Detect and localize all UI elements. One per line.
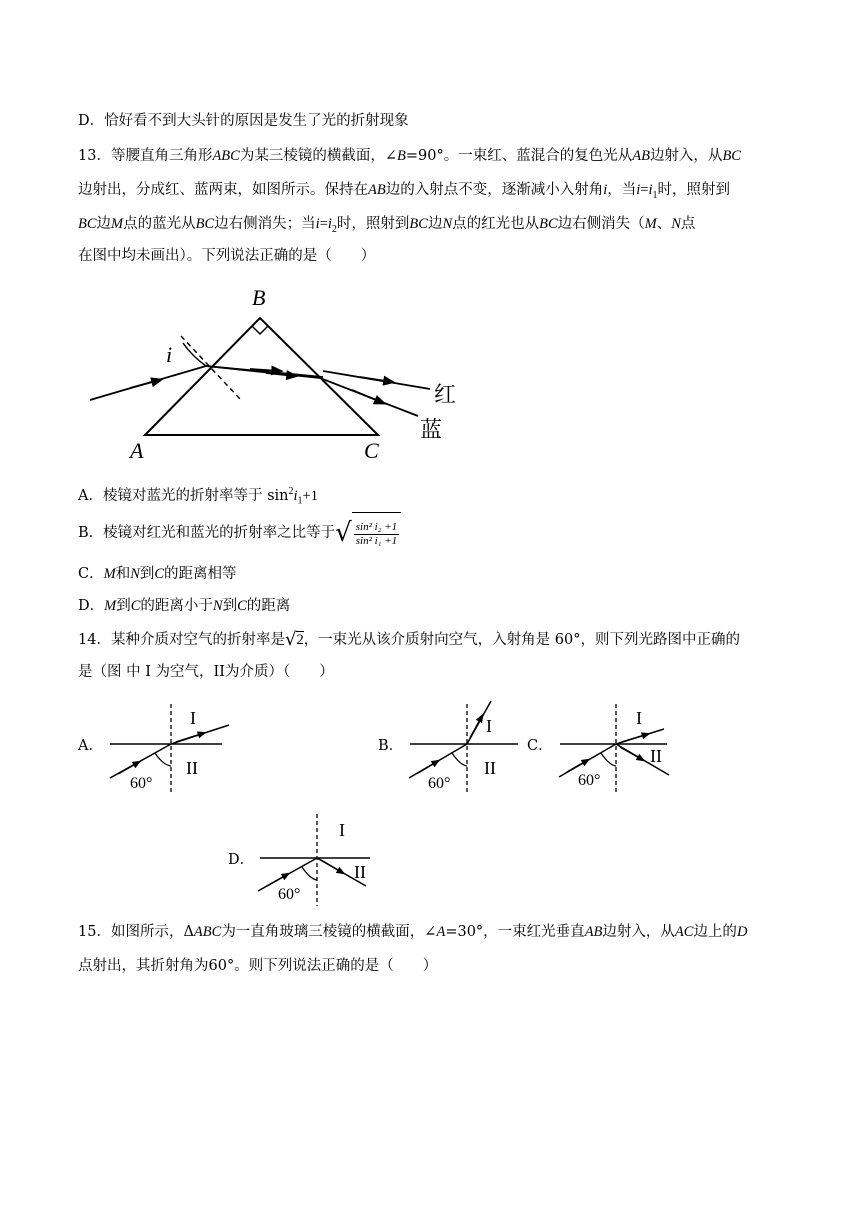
q13-stem-line-4: 在图中均未画出）。下列说法正确的是（ ） xyxy=(78,248,376,264)
q15-text: 15．如图所示，Δ xyxy=(78,924,194,940)
q13-text: 边 xyxy=(96,216,112,232)
q13-text: = xyxy=(319,216,328,232)
medium-label-2: II xyxy=(484,758,496,778)
option-var: M xyxy=(104,598,117,614)
incident-arrow xyxy=(567,760,588,772)
q13-var: i xyxy=(648,182,653,198)
refracted-arrow xyxy=(622,734,648,742)
q13-var: AB xyxy=(632,148,650,164)
q15-var: ABC xyxy=(193,924,222,940)
q13-text: 边右侧消失；当 xyxy=(214,216,316,232)
q14-text: ，一束光从该介质射向空气，入射角是 60°，则下列光路图中正确的 xyxy=(303,632,740,648)
angle-arc xyxy=(452,753,467,766)
q13-var: M xyxy=(644,216,657,232)
medium-label-1: I xyxy=(190,708,196,728)
medium-label-1: I xyxy=(339,820,345,840)
q13-stem-line-2 xyxy=(78,180,730,206)
sqrt-symbol: √ xyxy=(335,518,352,548)
q13-var: i xyxy=(327,216,332,232)
q14-diagram-d xyxy=(258,814,370,906)
q15-var: A xyxy=(436,924,446,940)
option-var: N xyxy=(130,566,140,582)
q13-var: BC xyxy=(78,216,97,232)
medium-label-2: II xyxy=(186,758,198,778)
q13-var: B xyxy=(397,148,406,164)
q13-text: 点的红光也从 xyxy=(452,216,540,232)
option-text: A．棱镜对蓝光的折射率等于 sin xyxy=(78,487,289,504)
q13-var: BC xyxy=(195,216,215,232)
q12-option-d: D．恰好看不到大头针的原因是发生了光的折射现象 xyxy=(78,113,409,129)
option-text: 的距离相等 xyxy=(164,566,237,582)
reflected-arrow xyxy=(620,747,643,760)
q13-text: 为某三棱镜的横截面，∠ xyxy=(239,148,397,164)
angle-label: 60° xyxy=(428,775,451,792)
option-text: 到 xyxy=(116,598,131,614)
right-angle-mark xyxy=(252,326,268,334)
incident-arrow xyxy=(267,874,288,886)
blue-label: 蓝 xyxy=(420,417,443,442)
option-text: 的距离小于 xyxy=(140,598,213,614)
option-text: D． xyxy=(78,598,105,614)
q13-sub: 2 xyxy=(331,223,337,235)
q15-stem-line-2: 点射出，其折射角为60°。则下列说法正确的是（ ） xyxy=(78,958,438,974)
q13-var: AB xyxy=(368,182,386,198)
q13-text: 边的入射点不变，逐渐减小入射角 xyxy=(385,182,604,198)
q15-text: 为一直角玻璃三棱镜的横截面，∠ xyxy=(221,924,437,940)
option-text: B．棱镜对红光和蓝光的折射率之比等于 xyxy=(78,525,336,541)
q13-text: 边射入，从 xyxy=(649,148,723,164)
q14-label-d: D． xyxy=(228,852,255,868)
option-var: C xyxy=(154,566,165,582)
angle-label-i: i xyxy=(166,342,173,367)
q13-stem-line-1 xyxy=(78,146,741,166)
option-text: +1 xyxy=(302,487,318,504)
q13-text: 时，照射到 xyxy=(657,182,730,198)
q15-text: 边射入，从 xyxy=(602,924,675,940)
blue-arrow xyxy=(352,390,383,403)
option-text: C． xyxy=(78,566,104,582)
q13-var: N xyxy=(671,216,681,232)
q14-diagram-a xyxy=(110,704,229,795)
q15-var: AB xyxy=(584,924,603,940)
incident-arrow xyxy=(118,762,139,774)
sqrt-symbol: √ xyxy=(284,629,297,650)
q13-text: 边右侧消失（ xyxy=(557,216,645,232)
q14-label-a: A． xyxy=(78,738,103,754)
fraction-numerator: sin² i₂ +1 xyxy=(355,520,398,533)
q15-stem-line-1 xyxy=(78,922,747,942)
q13-option-b xyxy=(78,512,401,554)
angle-arc xyxy=(302,867,317,880)
vertex-label-c: C xyxy=(364,438,379,463)
red-label: 红 xyxy=(434,382,457,407)
q14-text: 14．某种介质对空气的折射率是 xyxy=(78,632,285,648)
q13-text: 点 xyxy=(680,216,696,232)
option-text: 到 xyxy=(222,598,238,614)
q14-diagram-b xyxy=(409,701,518,795)
q13-sub: 1 xyxy=(652,189,658,201)
angle-arc xyxy=(601,753,616,766)
incident-arrow xyxy=(418,761,438,773)
option-sup: 2 xyxy=(288,486,294,497)
q13-var: i xyxy=(315,216,320,232)
q13-var: i xyxy=(603,182,608,198)
q14-label-c: C． xyxy=(527,738,553,754)
q13-var: i xyxy=(636,182,641,198)
q13-text: =90°。一束红、蓝混合的复色光从 xyxy=(405,148,633,164)
q13-var: M xyxy=(111,216,124,232)
option-var: C xyxy=(237,598,247,614)
medium-label-1: I xyxy=(486,716,492,736)
q13-option-c xyxy=(78,564,237,584)
q14-label-b: B． xyxy=(378,738,404,754)
medium-label-2: II xyxy=(354,862,366,882)
option-sub: 1 xyxy=(297,495,303,507)
q15-var: AC xyxy=(674,924,694,940)
q13-option-d xyxy=(78,596,290,616)
q13-var: BC xyxy=(722,148,741,164)
option-text: 的距离 xyxy=(246,598,291,614)
q13-stem-line-3 xyxy=(78,214,695,240)
fraction-under-root xyxy=(352,512,401,554)
option-text: 和 xyxy=(115,566,131,582)
option-text: 到 xyxy=(139,566,155,582)
q13-text: 时，照射到 xyxy=(336,216,410,232)
q13-text: 、 xyxy=(656,216,672,232)
q13-text: = xyxy=(640,182,649,198)
option-var: i xyxy=(293,487,298,504)
vertex-label-a: A xyxy=(130,438,144,463)
refracted-arrow xyxy=(470,716,482,738)
q13-var: ABC xyxy=(212,148,240,164)
angle-label: 60° xyxy=(278,886,301,903)
q14-stem-line-1 xyxy=(78,630,740,650)
q14-diagram-c xyxy=(559,704,669,795)
q13-text: 13．等腰直角三角形 xyxy=(78,148,213,164)
q14-diagrams xyxy=(0,690,860,910)
q13-prism-figure xyxy=(80,282,480,467)
option-var: C xyxy=(130,598,141,614)
q15-text: 边上的 xyxy=(693,924,737,940)
q15-text: =30°，一束红光垂直 xyxy=(445,924,585,940)
angle-label: 60° xyxy=(130,775,153,792)
blue-ray-inside xyxy=(206,366,320,378)
q13-var: BC xyxy=(409,216,428,232)
red-arrow xyxy=(360,377,392,382)
option-var: N xyxy=(212,598,223,614)
prism-triangle xyxy=(145,318,378,435)
q14-stem-line-2: 是（图 中 I 为空气，II为介质）（ ） xyxy=(78,664,334,680)
medium-label-2: II xyxy=(650,746,662,766)
vertex-label-b: B xyxy=(252,285,266,310)
refracted-arrow xyxy=(176,733,204,742)
reflected-arrow xyxy=(321,860,343,873)
option-var: M xyxy=(103,566,116,582)
fraction-denominator: sin² i₁ +1 xyxy=(355,534,398,547)
q13-text: 边 xyxy=(427,216,443,232)
medium-label-1: I xyxy=(636,708,642,728)
q13-text: 边射出，分成红、蓝两束，如图所示。保持在 xyxy=(78,182,368,198)
angle-arc xyxy=(183,343,206,366)
q13-text: 点的蓝光从 xyxy=(123,216,196,232)
q13-text: ，当 xyxy=(607,182,637,198)
q13-option-a xyxy=(78,482,318,512)
angle-arc xyxy=(155,753,171,766)
sqrt-value: 2 xyxy=(296,632,304,648)
incident-arrow xyxy=(130,380,160,388)
q13-var: N xyxy=(442,216,453,232)
angle-label: 60° xyxy=(578,772,601,789)
q15-var: D xyxy=(736,924,748,940)
q13-var: BC xyxy=(539,216,558,232)
